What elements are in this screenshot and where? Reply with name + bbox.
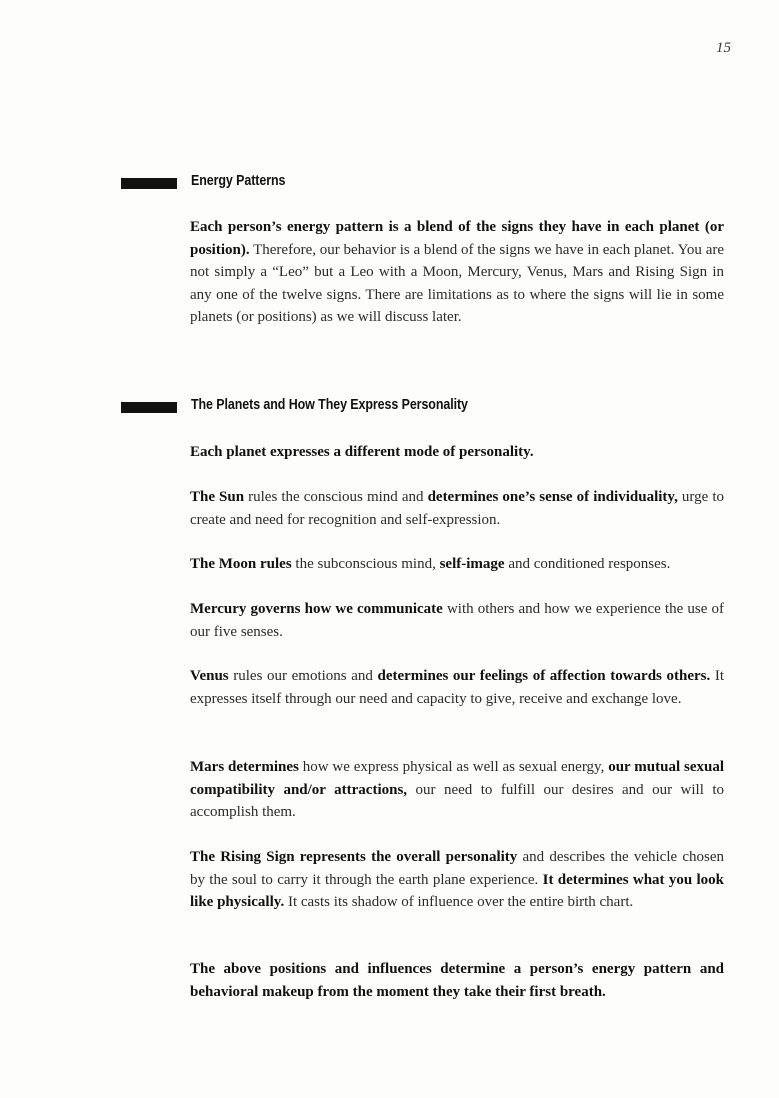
paragraph-energy-pattern <box>190 216 724 329</box>
bold-text: self-image <box>439 556 505 572</box>
bold-text: Mercury governs how we communicate <box>190 601 443 617</box>
paragraph-moon <box>190 553 724 576</box>
bold-text: Mars determines <box>190 759 299 775</box>
body-text: and describes the vehicle chosen by the soul to carry it through the earth plane experience. <box>190 849 724 888</box>
bold-text: Each planet expresses a different mode of personality. <box>190 444 534 460</box>
bold-text: our mutual sexual compatibility and/or attractions, <box>190 759 725 798</box>
paragraph-sun <box>190 486 724 531</box>
paragraph-mercury <box>190 598 724 643</box>
body-text: the subconscious mind, <box>291 556 440 572</box>
section-heading-energy-patterns <box>121 173 681 195</box>
body-text: our need to fulfill our desires and our will to accomplish them. <box>190 781 724 820</box>
bold-text: Venus <box>190 668 229 684</box>
section-heading-planets <box>121 397 681 419</box>
paragraph-conclusion <box>190 958 724 1003</box>
body-text: rules our emotions and <box>228 668 378 684</box>
paragraph-mars <box>190 756 724 824</box>
section-title: Energy Patterns <box>191 173 286 189</box>
section-marker-bar <box>121 402 177 413</box>
bold-text: Each person’s energy pattern is a blend of the signs they have in each planet (or position). <box>190 219 724 258</box>
body-text: It expresses itself through our need and capacity to give, receive and exchange love. <box>190 668 725 707</box>
paragraph-intro <box>190 441 724 464</box>
bold-text: The above positions and influences determine a person’s energy pattern and behavioral makeup from the moment they take their first breath. <box>190 961 724 1000</box>
bold-text: determines our feelings of affection towards others. <box>377 668 711 684</box>
paragraph-rising-sign <box>190 846 724 914</box>
body-text: how we express physical as well as sexual energy, <box>298 759 609 775</box>
body-text: Therefore, our behavior is a blend of the signs we have in each planet. You are not simply a “Leo” but a Leo with a Moon, Mercury, Venus, Mars and Rising Sign in any one of the twelve signs. There are limitations as to where the signs will lie in some planets (or positions) as we will discuss later. <box>190 241 724 325</box>
paragraph-venus <box>190 665 724 710</box>
body-text: and conditioned responses. <box>504 556 671 572</box>
bold-text: The Moon rules <box>190 556 292 572</box>
bold-text: determines one’s sense of individuality, <box>427 489 678 505</box>
bold-text: The Sun <box>190 489 245 505</box>
bold-text: The Rising Sign represents the overall personality <box>190 849 518 865</box>
page-number: 15 <box>716 40 731 56</box>
body-text: rules the conscious mind and <box>244 489 428 505</box>
section-title: The Planets and How They Express Personality <box>191 397 468 413</box>
body-text: urge to create and need for recognition and self-expression. <box>190 489 724 528</box>
bold-text: It determines what you look like physically. <box>190 871 724 910</box>
section-marker-bar <box>121 178 177 189</box>
body-text: It casts its shadow of influence over the entire birth chart. <box>284 894 634 910</box>
body-text: with others and how we experience the use of our five senses. <box>190 601 724 640</box>
